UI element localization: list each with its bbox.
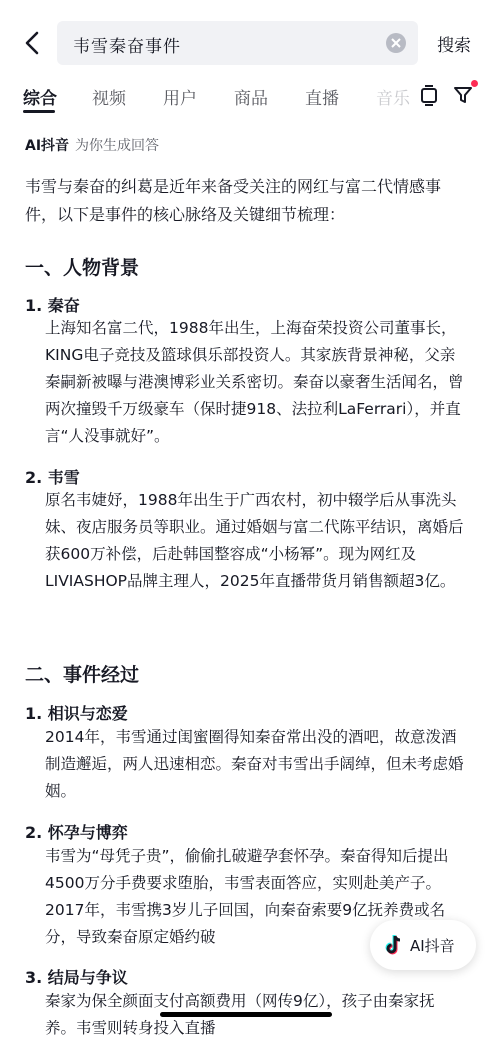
layout-toggle-icon[interactable] [418, 84, 440, 110]
item-heading: 1. 相识与恋爱 [25, 704, 128, 723]
filter-icon[interactable] [452, 84, 474, 110]
tab-bar [0, 82, 492, 112]
item-heading: 2. 韦雪 [25, 468, 80, 487]
back-arrow-icon[interactable] [18, 28, 48, 58]
item-body: 原名韦婕妤，1988年出生于广西农村，初中辍学后从事洗头妹、夜店服务员等职业。通过婚姻与富二代陈平结识，离婚后获600万补偿，后赴韩国整容成“小杨幂”。现为网红及LIVIASHOP品牌主理人，2025年直播带货月销售额超3亿。 [45, 491, 464, 590]
tab-music[interactable]: 音乐 [376, 89, 410, 109]
top-bar [0, 0, 492, 130]
section-title: 二、事件经过 [25, 664, 140, 686]
ai-brand: AI抖音 [25, 138, 70, 154]
notification-dot [471, 80, 478, 87]
item-body: 上海知名富二代，1988年出生，上海奋荣投资公司董事长，KING电子竞技及篮球俱乐部投资人。其家族背景神秘，父亲秦嗣新被曝与港澳博彩业关系密切。秦奋以豪奢生活闻名，曾两次撞毁千万级豪车（保时捷918、法拉利LaFerrari），并直言“人没事就好”。 [45, 319, 464, 445]
ai-douyin-label: AI抖音 [410, 937, 455, 955]
item-heading: 3. 结局与争议 [25, 968, 128, 987]
ai-subtitle: 为你生成回答 [75, 138, 160, 154]
ai-douyin-button[interactable] [370, 920, 476, 970]
tab-live[interactable]: 直播 [305, 89, 339, 109]
item-body: 2014年，韦雪通过闺蜜圈得知秦奋常出没的酒吧，故意泼酒制造邂逅，两人迅速相恋。秦奋对韦雪出手阔绰，但未考虑婚姻。 [45, 728, 464, 800]
search-button[interactable]: 搜索 [437, 36, 471, 56]
tab-users[interactable]: 用户 [163, 89, 197, 109]
tab-active-indicator [23, 110, 55, 113]
item-body: 秦家为保全颜面支付高额费用（网传9亿），孩子由秦家抚养。韦雪则转身投入直播 [45, 992, 435, 1037]
item-heading: 1. 秦奋 [25, 296, 80, 315]
item-heading: 2. 怀孕与博弈 [25, 823, 128, 842]
tab-videos[interactable]: 视频 [92, 89, 126, 109]
tab-products[interactable]: 商品 [234, 89, 268, 109]
home-indicator [160, 1012, 332, 1017]
clear-icon[interactable] [386, 33, 406, 53]
search-query[interactable]: 韦雪秦奋事件 [73, 37, 181, 57]
tiktok-logo-icon [384, 934, 404, 956]
search-input[interactable] [57, 21, 418, 65]
section-title: 一、人物背景 [25, 257, 140, 279]
item-body: 韦雪为“母凭子贵”，偷偷扎破避孕套怀孕。秦奋得知后提出4500万分手费要求堕胎，韦雪表面答应，实则赴美产子。2017年，韦雪携3岁儿子回国，向秦奋索要9亿抚养费或名分，导致秦奋原定婚约破 [45, 847, 449, 946]
intro-text: 韦雪与秦奋的纠葛是近年来备受关注的网红与富二代情感事件，以下是事件的核心脉络及关键细节梳理： [25, 177, 442, 224]
ai-answer-header [25, 135, 159, 155]
tab-all[interactable]: 综合 [23, 89, 57, 109]
